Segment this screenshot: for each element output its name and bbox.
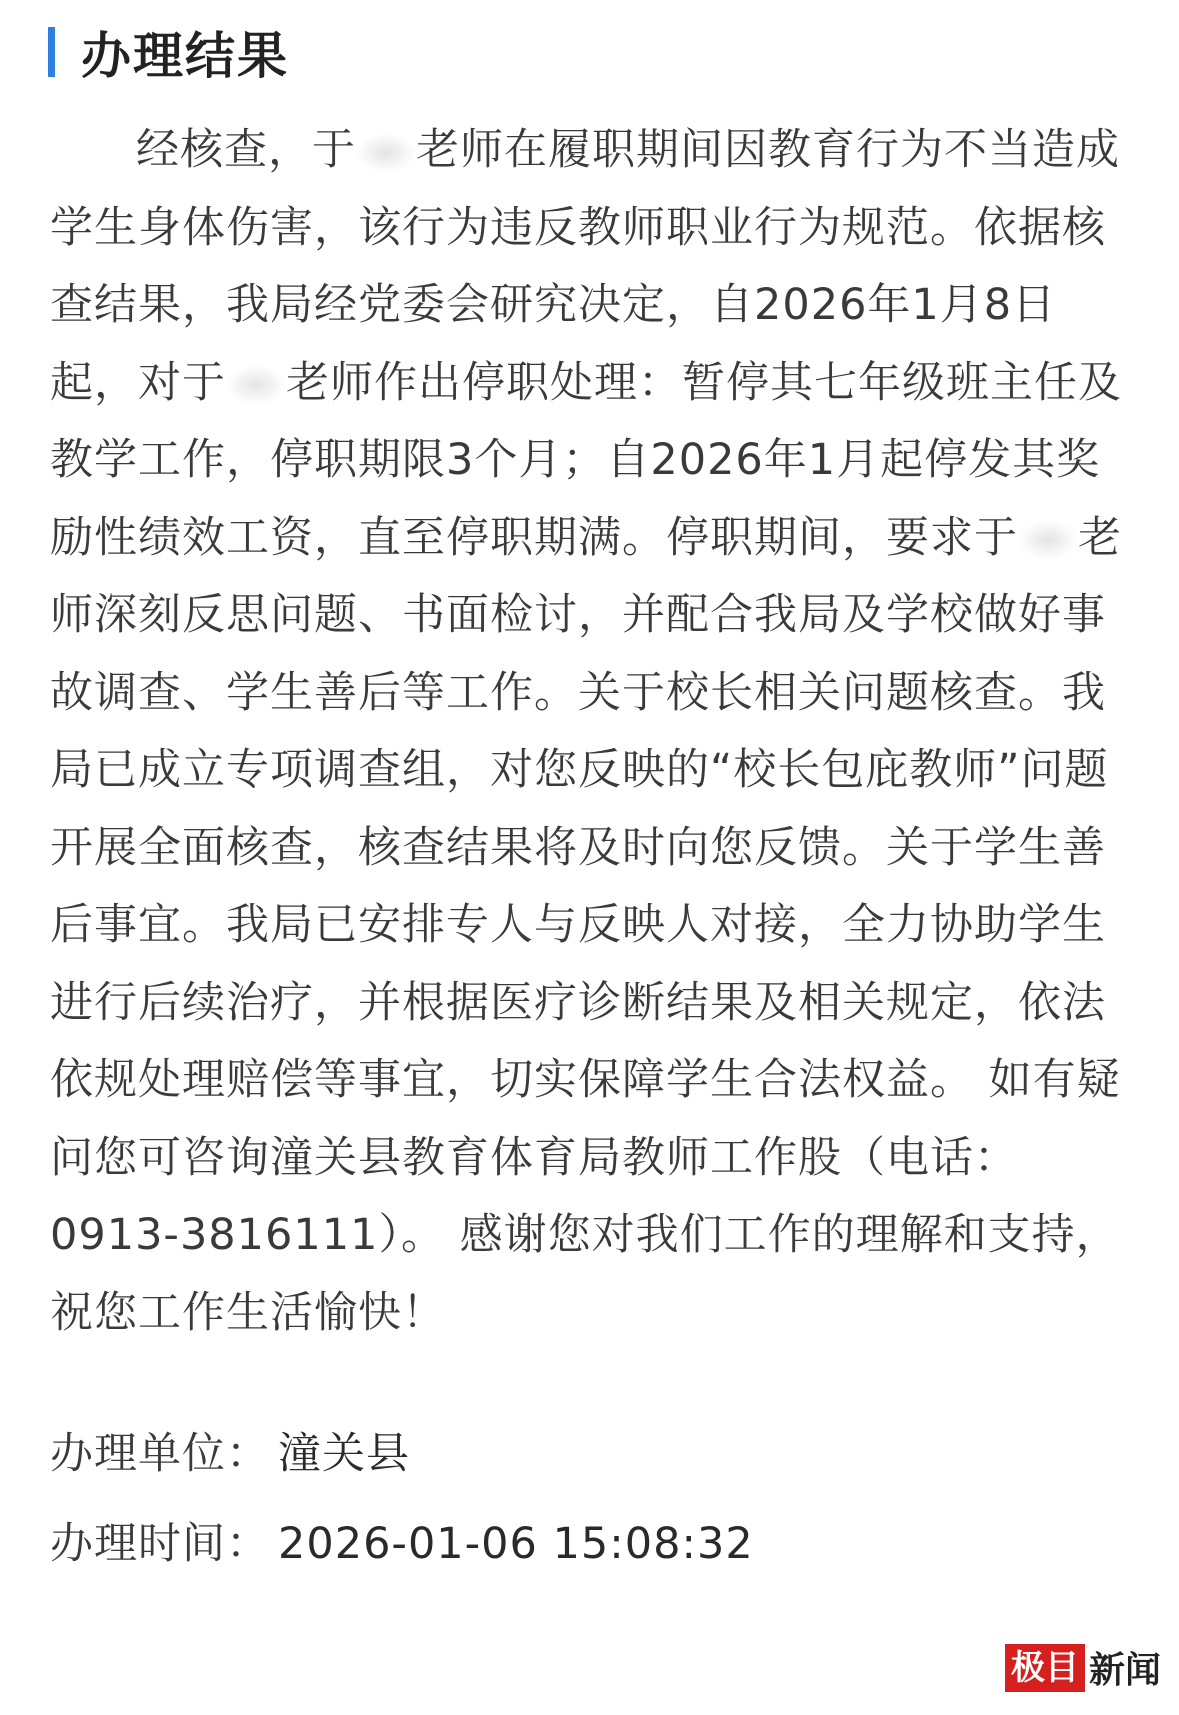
result-body xyxy=(50,112,1130,1352)
section-title: 办理结果 xyxy=(81,27,289,85)
body-text-4: 老师深刻反思问题、书面检讨，并配合我局及学校做好事故调查、学生善后等工作。关于校长相关问题核查。我局已成立专项调查组，对您反映的“校长包庇教师”问题开展全面核查，核查结果将及时向您反馈。关于学生善后事宜。我局已安排专人与反映人对接，全力协助学生进行后续治疗，并根据医疗诊断结果及相关规定，依法依规处理赔偿等事宜，切实保障学生合法权益。 如有疑问您可咨询潼关县教育体育局教师工作股（电话：0913-3816111）。 感谢您对我们工作的理解和支持，祝您工作生活愉快！ xyxy=(50,512,1122,1338)
news-watermark-logo xyxy=(1005,1642,1161,1693)
redacted-name xyxy=(1018,520,1078,560)
handling-unit xyxy=(50,1420,410,1481)
redacted-name xyxy=(226,365,286,405)
time-label: 办理时间： xyxy=(50,1519,270,1569)
body-text-1: 经核查，于 xyxy=(136,125,356,175)
watermark-text: 新闻 xyxy=(1088,1649,1161,1691)
body-text-2: 老师在履职期间因教育行为不当造成学生身体伤害，该行为违反教师职业行为规范。依据核查结果，我局经党委会研究决定，自2026年1月8日起，对于 xyxy=(50,125,1120,408)
unit-value: 潼关县 xyxy=(278,1429,410,1479)
body-text-3: 老师作出停职处理：暂停其七年级班主任及教学工作，停职期限3个月；自2026年1月起停发其奖励性绩效工资，直至停职期满。停职期间，要求于 xyxy=(50,357,1122,563)
redacted-name xyxy=(356,133,416,173)
time-value: 2026-01-06 15:08:32 xyxy=(278,1519,754,1569)
watermark-box: 极目 xyxy=(1005,1644,1085,1692)
handling-time xyxy=(50,1510,754,1571)
accent-bar xyxy=(48,27,55,77)
section-header xyxy=(48,22,289,85)
unit-label: 办理单位： xyxy=(50,1429,270,1479)
result-paragraph xyxy=(50,112,1130,1352)
